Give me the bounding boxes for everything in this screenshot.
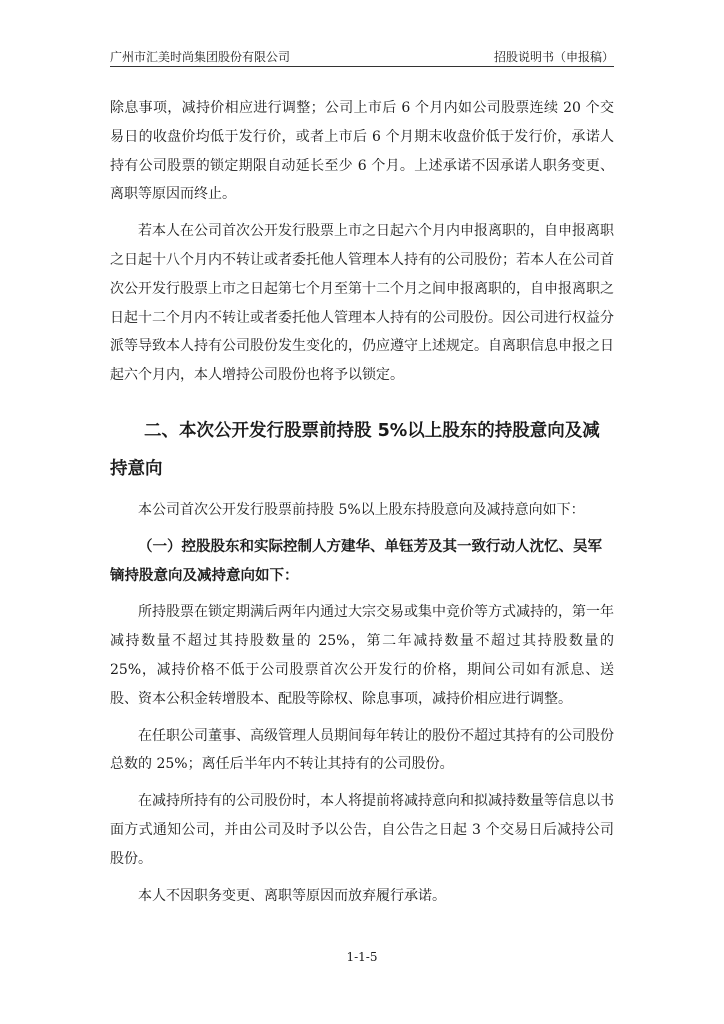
- paragraph-1: 除息事项，减持价相应进行调整；公司上市后 6 个月内如公司股票连续 20 个交易日的收盘价均低于发行价，或者上市后 6 个月期末收盘价低于发行价，承诺人持有公司股票的锁定期限自动延长至少 6 个月。上述承诺不因承诺人职务变更、离职等原因而终止。: [110, 100, 614, 203]
- paragraph-4: 所持股票在锁定期满后两年内通过大宗交易或集中竞价等方式减持的，第一年减持数量不超过其持股数量的 25%，第二年减持数量不超过其持股数量的 25%，减持价格不低于公司股票首次公开发行的价格，期间公司如有派息、送股、资本公积金转增股本、配股等除权、除息事项，减持价相应进行调整。: [110, 604, 614, 707]
- paragraph-3: 本公司首次公开发行股票前持股 5%以上股东持股意向及减持意向如下：: [138, 501, 585, 518]
- paragraph-7: 本人不因职务变更、离职等原因而放弃履行承诺。: [138, 887, 446, 904]
- document-type: 招股说明书（申报稿）: [493, 50, 614, 64]
- section-heading: 二、本次公开发行股票前持股 5%以上股东的持股意向及减持意向: [110, 420, 600, 479]
- company-name: 广州市汇美时尚集团股份有限公司: [110, 50, 291, 64]
- page-header: [110, 46, 614, 67]
- page-number: 1-1-5: [346, 950, 378, 964]
- paragraph-2: 若本人在公司首次公开发行股票上市之日起六个月内申报离职的，自申报离职之日起十八个月内不转让或者委托他人管理本人持有的公司股份；若本人在公司首次公开发行股票上市之日起第七个月至第十二个月之间申报离职的，自申报离职之日起十二个月内不转让或者委托他人管理本人持有的公司股份。因公司进行权益分派等导致本人持有公司股份发生变化的，仍应遵守上述规定。自离职信息申报之日起六个月内，本人增持公司股份也将予以锁定。: [110, 223, 614, 384]
- paragraph-6: 在减持所持有的公司股份时，本人将提前将减持意向和拟减持数量等信息以书面方式通知公司，并由公司及时予以公告，自公告之日起 3 个交易日后减持公司股份。: [110, 793, 614, 867]
- paragraph-5: 在任职公司董事、高级管理人员期间每年转让的股份不超过其持有的公司股份总数的 25%；离任后半年内不转让其持有的公司股份。: [110, 727, 614, 773]
- document-body: [110, 94, 614, 910]
- subsection-heading: （一）控股股东和实际控制人方建华、单钰芳及其一致行动人沈忆、吴军镝持股意向及减持意向如下：: [110, 538, 602, 584]
